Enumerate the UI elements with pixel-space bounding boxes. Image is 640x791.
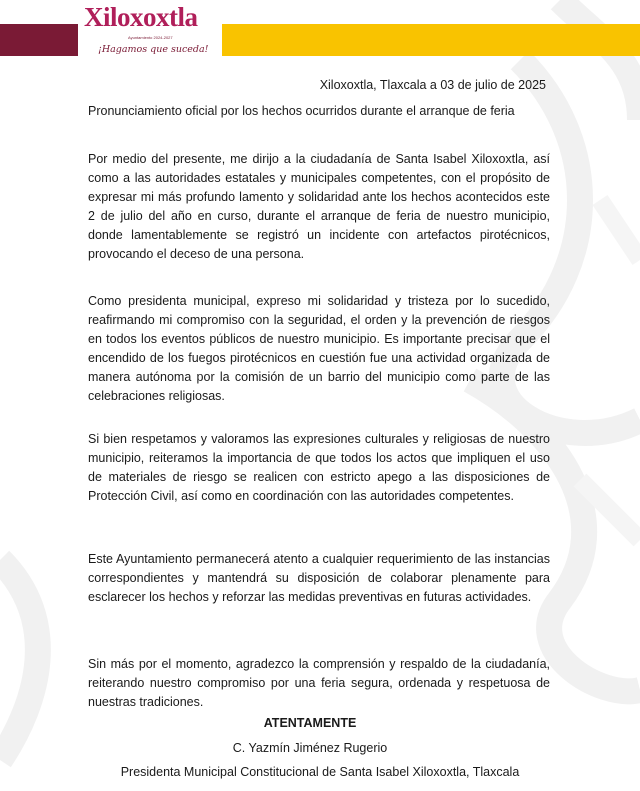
paragraph: Por medio del presente, me dirijo a la ciudadanía de Santa Isabel Xiloxoxtla, así como a las autoridades estatales y municipales competentes, con el propósito de expresar mi más profundo lamento y solidaridad ante los hechos acontecidos este 2 de julio del año en curso, durante el arranque de feria de nuestro municipio, donde lamentablemente se registró un incidente con artefactos pirotécnicos, provocando el deceso de una persona.	[88, 152, 550, 261]
signer-name: C. Yazmín Jiménez Rugerio	[232, 741, 388, 755]
closing: ATENTAMENTE	[263, 716, 357, 730]
logo-title: Xiloxoxtla	[84, 2, 198, 32]
date-line: Xiloxoxtla, Tlaxcala a 03 de julio de 2025	[319, 78, 546, 92]
signer-position: Presidenta Municipal Constitucional de Santa Isabel Xiloxoxtla, Tlaxcala	[120, 765, 520, 779]
logo-slogan: ¡Hagamos que suceda!	[98, 44, 209, 55]
subject-line: Pronunciamiento oficial por los hechos ocurridos durante el arranque de feria	[88, 104, 515, 118]
paragraph: Si bien respetamos y valoramos las expresiones culturales y religiosas de nuestro municipio, reiteramos la importancia de que todos los actos que impliquen el uso de materiales de riesgo se realicen con estricto apego a las disposiciones de Protección Civil, así como en coordinación con las autoridades competentes.	[88, 432, 550, 503]
paragraph: Este Ayuntamiento permanecerá atento a cualquier requerimiento de las instancias correspondientes y mantendrá su disposición de colaborar plenamente para esclarecer los hechos y reforzar las medidas preventivas en futuras actividades.	[88, 552, 550, 604]
paragraph: Como presidenta municipal, expreso mi solidaridad y tristeza por lo sucedido, reafirmando mi compromiso con la seguridad, el orden y la prevención de riesgos en todos los eventos públicos de nuestro municipio. Es importante precisar que el encendido de los fuegos pirotécnicos en cuestión fue una actividad organizada de manera autónoma por la comisión de un barrio del municipio como parte de las celebraciones religiosas.	[88, 294, 550, 403]
paragraph: Sin más por el momento, agradezco la comprensión y respaldo de la ciudadanía, reiterando nuestro compromiso por una feria segura, ordenada y respetuosa de nuestras tradiciones.	[88, 657, 550, 709]
logo-subtitle: Ayuntamiento 2024-2027	[128, 35, 173, 40]
